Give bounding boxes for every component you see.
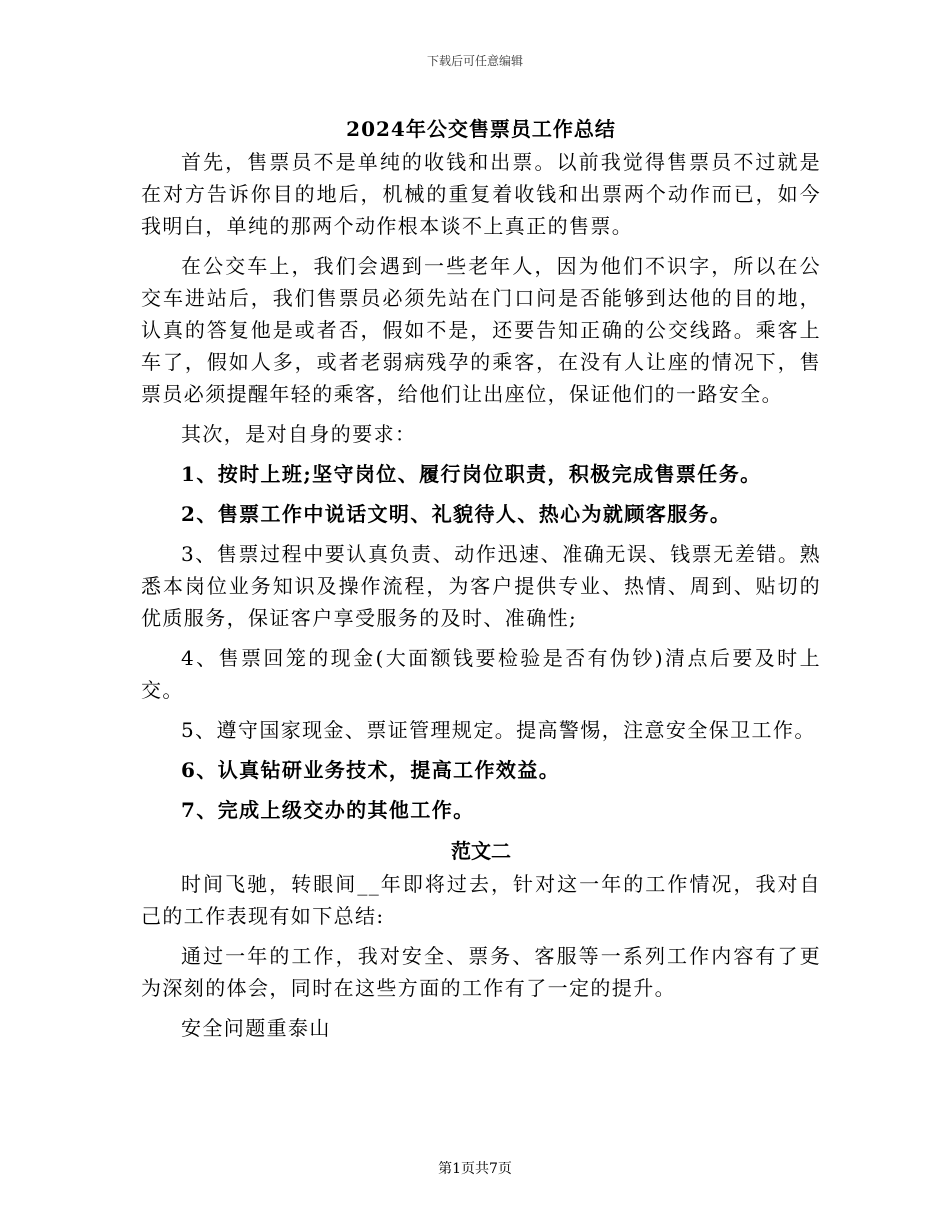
list-item-2: 2、售票工作中说话文明、礼貌待人、热心为就顾客服务。 bbox=[181, 502, 732, 526]
document-title: 2024年公交售票员工作总结 bbox=[346, 117, 616, 141]
header-note: 下载后可任意编辑 bbox=[426, 54, 523, 68]
paragraph-requirements-intro: 其次，是对自身的要求： bbox=[181, 422, 417, 446]
list-item-6: 6、认真钻研业务技术，提高工作效益。 bbox=[181, 758, 561, 782]
section-paragraph-3: 安全问题重泰山 bbox=[181, 1016, 331, 1040]
document-body bbox=[141, 112, 821, 1052]
section-paragraph-1: 时间飞驰，转眼间__年即将过去，针对这一年的工作情况，我对自己的工作表现有如下总结: bbox=[141, 872, 821, 928]
list-item-5: 5、遵守国家现金、票证管理规定。提高警惕，注意安全保卫工作。 bbox=[181, 718, 816, 742]
list-item-7: 7、完成上级交办的其他工作。 bbox=[181, 798, 475, 822]
list-item-1: 1、按时上班;坚守岗位、履行岗位职责，积极完成售票任务。 bbox=[181, 462, 762, 486]
list-item-4: 4、售票回笼的现金(大面额钱要检验是否有伪钞)清点后要及时上交。 bbox=[141, 646, 821, 702]
section-title: 范文二 bbox=[451, 839, 511, 863]
page-number: 第1页共7页 bbox=[438, 1161, 512, 1177]
section-paragraph-2: 通过一年的工作，我对安全、票务、客服等一系列工作内容有了更为深刻的体会，同时在这些方面的工作有了一定的提升。 bbox=[141, 944, 821, 1000]
paragraph-passengers: 在公交车上，我们会遇到一些老年人，因为他们不识字，所以在公交车进站后，我们售票员必须先站在门口问是否能够到达他的目的地，认真的答复他是或者否，假如不是，还要告知正确的公交线路。乘客上车了，假如人多，或者老弱病残孕的乘客，在没有人让座的情况下，售票员必须提醒年轻的乘客，给他们让出座位，保证他们的一路安全。 bbox=[141, 254, 821, 406]
list-item-3: 3、售票过程中要认真负责、动作迅速、准确无误、钱票无差错。熟悉本岗位业务知识及操作流程，为客户提供专业、热情、周到、贴切的优质服务，保证客户享受服务的及时、准确性; bbox=[141, 542, 821, 630]
paragraph-intro: 首先，售票员不是单纯的收钱和出票。以前我觉得售票员不过就是在对方告诉你目的地后，机械的重复着收钱和出票两个动作而已，如今我明白，单纯的那两个动作根本谈不上真正的售票。 bbox=[141, 150, 821, 238]
